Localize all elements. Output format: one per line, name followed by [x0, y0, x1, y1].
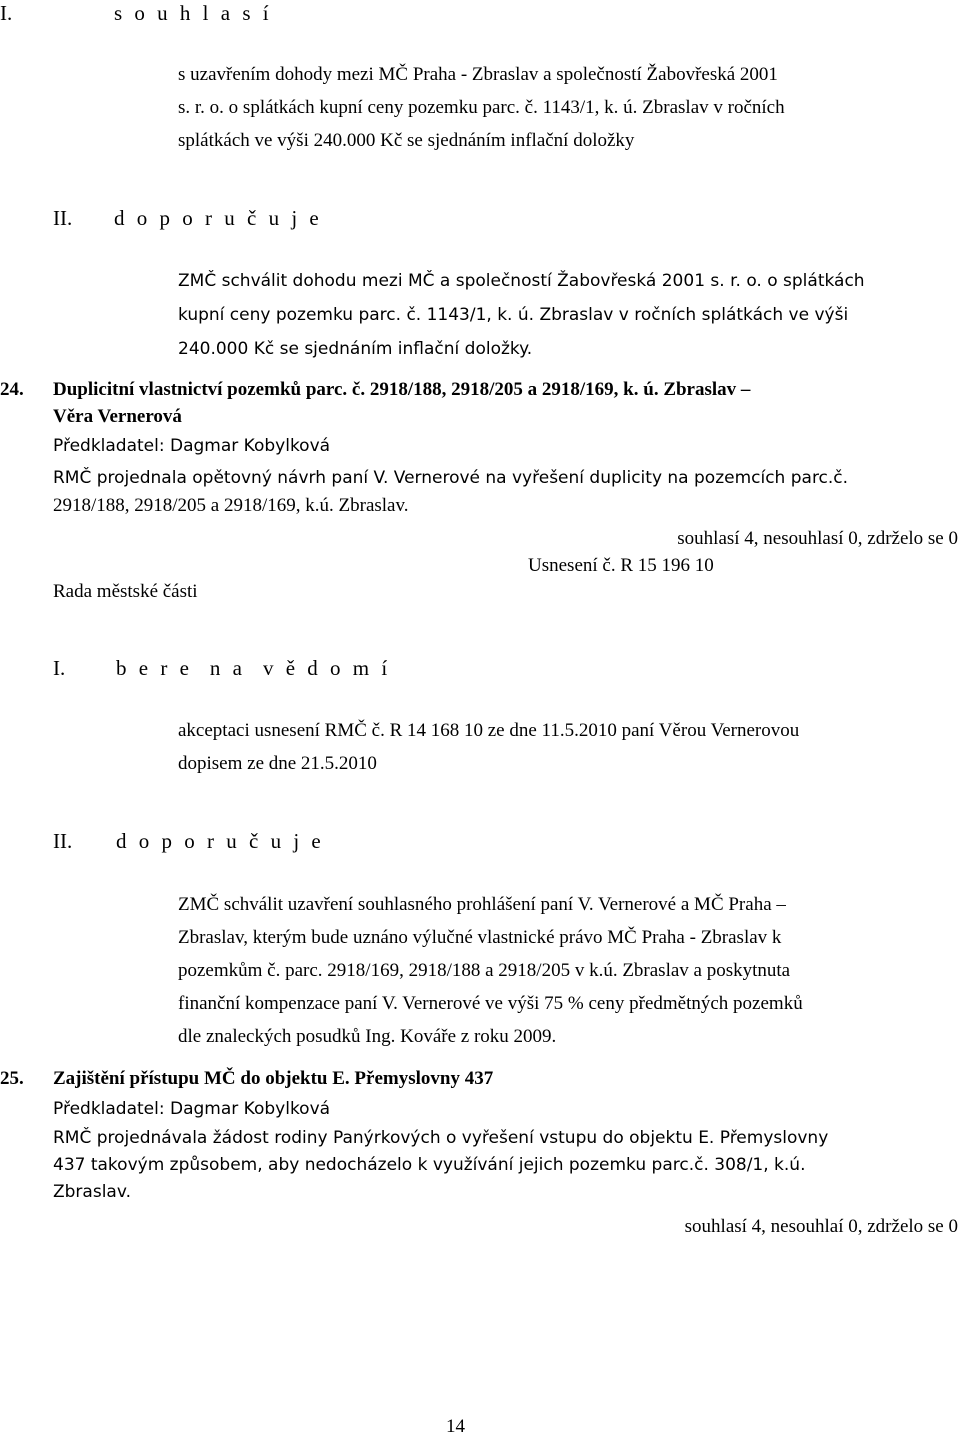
- resolution-number: Usnesení č. R 15 196 10: [528, 555, 714, 576]
- resolution-text-line: 240.000 Kč se sjednáním inflační doložky.: [178, 339, 533, 359]
- item-body-line: Zbraslav.: [53, 1182, 131, 1202]
- item-body-line: 2918/188, 2918/205 a 2918/169, k.ú. Zbraslav.: [53, 495, 409, 516]
- council-name: Rada městské části: [53, 581, 198, 602]
- item-body-line: 437 takovým způsobem, aby nedocházelo k využívání jejich pozemku parc.č. 308/1, k.ú.: [53, 1155, 806, 1175]
- resolution-verb: d o p o r u č u j e: [116, 829, 325, 853]
- item-presenter: Předkladatel: Dagmar Kobylková: [53, 436, 331, 456]
- section-roman-numeral: I.: [53, 656, 66, 680]
- resolution-verb: s o u h l a s í: [114, 1, 273, 25]
- resolution-text-line: ZMČ schválit uzavření souhlasného prohlášení paní V. Vernerové a MČ Praha –: [178, 894, 786, 915]
- resolution-text-line: kupní ceny pozemku parc. č. 1143/1, k. ú. Zbraslav v ročních splátkách ve výši: [178, 305, 849, 325]
- item-body-line: RMČ projednávala žádost rodiny Panýrkových o vyřešení vstupu do objektu E. Přemyslovny: [53, 1128, 829, 1148]
- resolution-text-line: s. r. o. o splátkách kupní ceny pozemku parc. č. 1143/1, k. ú. Zbraslav v ročních: [178, 97, 785, 118]
- item-title: Duplicitní vlastnictví pozemků parc. č. 2918/188, 2918/205 a 2918/169, k. ú. Zbraslav –: [53, 379, 751, 400]
- resolution-verb: b e r e n a v ě d o m í: [116, 656, 391, 680]
- resolution-text-line: pozemkům č. parc. 2918/169, 2918/188 a 2918/205 v k.ú. Zbraslav a poskytnuta: [178, 960, 791, 981]
- item-title: Zajištění přístupu MČ do objektu E. Přemyslovny 437: [53, 1068, 494, 1089]
- resolution-text-line: dle znaleckých posudků Ing. Kováře z roku 2009.: [178, 1026, 557, 1047]
- resolution-text-line: dopisem ze dne 21.5.2010: [178, 753, 377, 774]
- resolution-text-line: s uzavřením dohody mezi MČ Praha - Zbraslav a společností Žabovřeská 2001: [178, 64, 778, 85]
- resolution-verb: d o p o r u č u j e: [114, 206, 323, 230]
- vote-result: souhlasí 4, nesouhlasí 0, zdrželo se 0: [677, 528, 958, 549]
- item-number: 24.: [0, 379, 24, 400]
- item-presenter: Předkladatel: Dagmar Kobylková: [53, 1099, 331, 1119]
- item-number: 25.: [0, 1068, 24, 1089]
- resolution-text-line: splátkách ve výši 240.000 Kč se sjednáním inflační doložky: [178, 130, 635, 151]
- item-body-line: RMČ projednala opětovný návrh paní V. Vernerové na vyřešení duplicity na pozemcích parc.č.: [53, 468, 849, 488]
- resolution-text-line: ZMČ schválit dohodu mezi MČ a společností Žabovřeská 2001 s. r. o. o splátkách: [178, 271, 865, 291]
- vote-result: souhlasí 4, nesouhlaí 0, zdrželo se 0: [684, 1216, 958, 1237]
- section-roman-numeral: I.: [0, 1, 13, 25]
- item-subtitle: Věra Vernerová: [53, 406, 182, 427]
- section-roman-numeral: II.: [53, 829, 73, 853]
- page-number: 14: [446, 1416, 465, 1437]
- resolution-text-line: Zbraslav, kterým bude uznáno výlučné vlastnické právo MČ Praha - Zbraslav k: [178, 927, 782, 948]
- resolution-text-line: finanční kompenzace paní V. Vernerové ve výši 75 % ceny předmětných pozemků: [178, 993, 803, 1014]
- section-roman-numeral: II.: [53, 206, 73, 230]
- resolution-text-line: akceptaci usnesení RMČ č. R 14 168 10 ze dne 11.5.2010 paní Věrou Vernerovou: [178, 720, 800, 741]
